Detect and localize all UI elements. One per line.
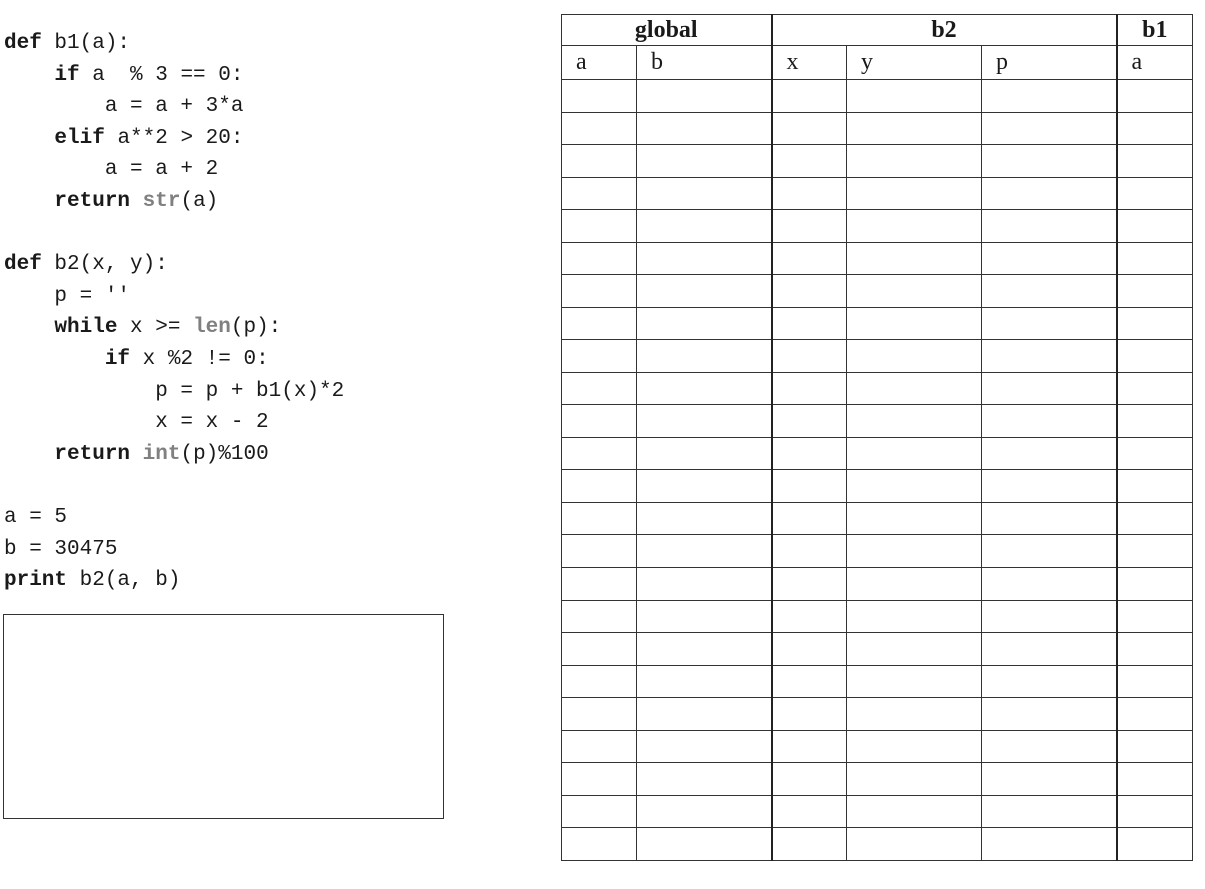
trace-cell bbox=[772, 470, 847, 503]
code-line bbox=[4, 218, 524, 250]
trace-cell bbox=[1117, 470, 1193, 503]
trace-cell bbox=[637, 145, 772, 178]
code-text: a = 5 bbox=[4, 505, 68, 529]
trace-cell bbox=[982, 763, 1117, 796]
trace-cell bbox=[562, 275, 637, 308]
code-line bbox=[4, 123, 524, 155]
code-text bbox=[4, 443, 54, 466]
trace-cell bbox=[562, 372, 637, 405]
trace-cell bbox=[772, 795, 847, 828]
trace-cell bbox=[982, 665, 1117, 698]
code-text: b2(x, y): bbox=[41, 253, 168, 277]
code-line bbox=[4, 154, 524, 186]
code-line bbox=[4, 28, 524, 60]
trace-cell bbox=[562, 502, 637, 535]
column-header-global-b: b bbox=[637, 46, 772, 80]
code-text: b2(a, b) bbox=[67, 569, 181, 593]
trace-cell bbox=[847, 80, 982, 113]
trace-cell bbox=[637, 600, 772, 633]
trace-cell bbox=[637, 372, 772, 405]
code-line bbox=[4, 91, 524, 123]
trace-cell bbox=[847, 275, 982, 308]
trace-row bbox=[562, 567, 1193, 600]
trace-cell bbox=[772, 567, 847, 600]
trace-cell bbox=[847, 307, 982, 340]
code-text: b1(a): bbox=[41, 32, 131, 55]
trace-row bbox=[562, 80, 1193, 113]
code-keyword: if bbox=[54, 63, 80, 87]
trace-cell bbox=[1117, 210, 1193, 243]
trace-row bbox=[562, 633, 1193, 666]
trace-cell bbox=[1117, 340, 1193, 373]
trace-cell bbox=[562, 698, 637, 731]
code-line bbox=[4, 376, 524, 408]
trace-cell bbox=[772, 502, 847, 535]
code-line bbox=[4, 312, 524, 344]
trace-cell bbox=[1117, 242, 1193, 275]
code-line bbox=[4, 470, 524, 502]
trace-cell bbox=[637, 177, 772, 210]
code-line bbox=[4, 281, 524, 313]
trace-cell bbox=[772, 275, 847, 308]
trace-cell bbox=[847, 600, 982, 633]
trace-cell bbox=[562, 828, 637, 861]
code-text bbox=[4, 348, 105, 371]
trace-cell bbox=[847, 177, 982, 210]
trace-table-body bbox=[562, 80, 1193, 861]
trace-cell bbox=[982, 698, 1117, 731]
trace-cell bbox=[637, 828, 772, 861]
trace-cell bbox=[772, 177, 847, 210]
trace-cell bbox=[982, 145, 1117, 178]
code-text bbox=[4, 127, 54, 150]
trace-cell bbox=[847, 698, 982, 731]
code-text bbox=[130, 190, 143, 213]
code-text: (p)%100 bbox=[180, 442, 269, 466]
trace-row bbox=[562, 307, 1193, 340]
trace-cell bbox=[1117, 177, 1193, 210]
trace-cell bbox=[982, 275, 1117, 308]
trace-cell bbox=[637, 470, 772, 503]
trace-cell bbox=[772, 633, 847, 666]
trace-cell bbox=[562, 763, 637, 796]
trace-cell bbox=[1117, 307, 1193, 340]
group-header-b1: b1 bbox=[1117, 15, 1193, 46]
trace-cell bbox=[982, 633, 1117, 666]
code-line bbox=[4, 439, 524, 471]
trace-cell bbox=[637, 340, 772, 373]
trace-cell bbox=[772, 437, 847, 470]
trace-row bbox=[562, 145, 1193, 178]
trace-row bbox=[562, 470, 1193, 503]
trace-cell bbox=[982, 307, 1117, 340]
trace-cell bbox=[1117, 145, 1193, 178]
trace-cell bbox=[772, 600, 847, 633]
column-header-b1-a: a bbox=[1117, 46, 1193, 80]
code-line bbox=[4, 407, 524, 439]
trace-row bbox=[562, 437, 1193, 470]
trace-cell bbox=[772, 80, 847, 113]
trace-cell bbox=[982, 567, 1117, 600]
trace-cell bbox=[982, 112, 1117, 145]
trace-row bbox=[562, 535, 1193, 568]
trace-row bbox=[562, 275, 1193, 308]
code-text: x >= bbox=[117, 316, 194, 340]
trace-cell bbox=[982, 437, 1117, 470]
trace-cell bbox=[847, 372, 982, 405]
trace-row bbox=[562, 698, 1193, 731]
trace-cell bbox=[1117, 763, 1193, 796]
trace-cell bbox=[1117, 828, 1193, 861]
trace-cell bbox=[562, 470, 637, 503]
trace-row bbox=[562, 600, 1193, 633]
trace-cell bbox=[847, 763, 982, 796]
trace-cell bbox=[982, 470, 1117, 503]
code-line bbox=[4, 534, 524, 566]
trace-row bbox=[562, 665, 1193, 698]
trace-cell bbox=[562, 795, 637, 828]
trace-cell bbox=[982, 372, 1117, 405]
trace-cell bbox=[772, 340, 847, 373]
code-builtin: str bbox=[142, 189, 181, 213]
trace-cell bbox=[847, 535, 982, 568]
code-line bbox=[4, 565, 524, 597]
trace-table bbox=[561, 14, 1192, 861]
trace-cell bbox=[1117, 730, 1193, 763]
code-text: a % 3 == 0: bbox=[79, 63, 244, 87]
trace-cell bbox=[1117, 112, 1193, 145]
trace-cell bbox=[982, 242, 1117, 275]
trace-cell bbox=[562, 600, 637, 633]
trace-cell bbox=[637, 633, 772, 666]
trace-cell bbox=[847, 112, 982, 145]
trace-cell bbox=[637, 730, 772, 763]
trace-cell bbox=[562, 242, 637, 275]
trace-cell bbox=[772, 242, 847, 275]
code-text bbox=[4, 64, 54, 87]
trace-cell bbox=[982, 177, 1117, 210]
trace-cell bbox=[637, 698, 772, 731]
trace-cell bbox=[847, 405, 982, 438]
code-builtin: int bbox=[142, 442, 181, 466]
trace-cell bbox=[772, 210, 847, 243]
column-header-b2-y: y bbox=[847, 46, 982, 80]
trace-cell bbox=[847, 470, 982, 503]
trace-cell bbox=[562, 80, 637, 113]
trace-cell bbox=[772, 763, 847, 796]
code-text bbox=[4, 190, 54, 213]
trace-row bbox=[562, 828, 1193, 861]
trace-cell bbox=[982, 502, 1117, 535]
trace-cell bbox=[637, 763, 772, 796]
code-text: (p): bbox=[230, 316, 282, 340]
trace-cell bbox=[847, 795, 982, 828]
trace-cell bbox=[562, 567, 637, 600]
trace-row bbox=[562, 405, 1193, 438]
group-header-b2: b2 bbox=[772, 15, 1117, 46]
code-line bbox=[4, 186, 524, 218]
group-header-row bbox=[562, 15, 1193, 46]
trace-cell bbox=[562, 437, 637, 470]
code-line bbox=[4, 249, 524, 281]
column-header-b2-x: x bbox=[772, 46, 847, 80]
trace-cell bbox=[1117, 795, 1193, 828]
trace-cell bbox=[1117, 80, 1193, 113]
trace-cell bbox=[772, 112, 847, 145]
trace-cell bbox=[1117, 437, 1193, 470]
trace-cell bbox=[772, 405, 847, 438]
code-text bbox=[130, 443, 143, 466]
code-line bbox=[4, 502, 524, 534]
trace-cell bbox=[1117, 698, 1193, 731]
trace-cell bbox=[1117, 275, 1193, 308]
trace-cell bbox=[847, 633, 982, 666]
trace-cell bbox=[772, 372, 847, 405]
code-keyword: if bbox=[104, 347, 131, 371]
trace-cell bbox=[1117, 633, 1193, 666]
trace-cell bbox=[772, 535, 847, 568]
trace-cell bbox=[847, 210, 982, 243]
code-text: p = '' bbox=[4, 284, 131, 308]
code-keyword: def bbox=[4, 32, 42, 55]
trace-cell bbox=[637, 275, 772, 308]
trace-cell bbox=[562, 340, 637, 373]
trace-cell bbox=[982, 80, 1117, 113]
code-keyword: def bbox=[4, 253, 42, 277]
trace-cell bbox=[772, 145, 847, 178]
code-keyword: elif bbox=[54, 126, 105, 150]
trace-cell bbox=[847, 502, 982, 535]
code-keyword: print bbox=[4, 569, 68, 593]
trace-row bbox=[562, 502, 1193, 535]
trace-row bbox=[562, 763, 1193, 796]
trace-cell bbox=[562, 145, 637, 178]
group-header-global: global bbox=[562, 15, 772, 46]
trace-cell bbox=[562, 633, 637, 666]
code-text: a = a + 3*a bbox=[4, 95, 244, 119]
trace-cell bbox=[982, 340, 1117, 373]
trace-cell bbox=[1117, 665, 1193, 698]
trace-cell bbox=[637, 307, 772, 340]
trace-cell bbox=[562, 307, 637, 340]
trace-row bbox=[562, 242, 1193, 275]
code-keyword: return bbox=[54, 189, 131, 213]
trace-cell bbox=[637, 535, 772, 568]
code-text: b = 30475 bbox=[4, 537, 118, 561]
trace-cell bbox=[637, 210, 772, 243]
trace-cell bbox=[847, 145, 982, 178]
trace-cell bbox=[982, 600, 1117, 633]
trace-cell bbox=[637, 242, 772, 275]
trace-row bbox=[562, 372, 1193, 405]
code-line bbox=[4, 344, 524, 376]
trace-cell bbox=[982, 405, 1117, 438]
code-keyword: while bbox=[54, 316, 118, 340]
trace-row bbox=[562, 730, 1193, 763]
code-keyword: return bbox=[54, 442, 131, 466]
trace-cell bbox=[847, 242, 982, 275]
code-text: (a) bbox=[180, 189, 219, 213]
code-text bbox=[4, 316, 54, 339]
trace-cell bbox=[847, 340, 982, 373]
trace-row bbox=[562, 210, 1193, 243]
trace-cell bbox=[982, 730, 1117, 763]
trace-cell bbox=[772, 698, 847, 731]
trace-row bbox=[562, 112, 1193, 145]
trace-cell bbox=[982, 535, 1117, 568]
trace-cell bbox=[982, 795, 1117, 828]
trace-cell bbox=[562, 730, 637, 763]
trace-cell bbox=[772, 307, 847, 340]
code-text: x = x - 2 bbox=[4, 411, 269, 435]
trace-row bbox=[562, 340, 1193, 373]
code-text: a = a + 2 bbox=[4, 158, 219, 182]
trace-cell bbox=[637, 502, 772, 535]
trace-cell bbox=[637, 112, 772, 145]
trace-cell bbox=[772, 828, 847, 861]
trace-cell bbox=[847, 665, 982, 698]
trace-cell bbox=[772, 665, 847, 698]
code-builtin: len bbox=[193, 316, 231, 340]
trace-cell bbox=[637, 665, 772, 698]
trace-cell bbox=[847, 437, 982, 470]
trace-row bbox=[562, 177, 1193, 210]
code-listing bbox=[4, 28, 524, 597]
trace-row bbox=[562, 795, 1193, 828]
trace-table-grid bbox=[561, 14, 1193, 861]
trace-cell bbox=[1117, 535, 1193, 568]
code-text: x %2 != 0: bbox=[130, 347, 269, 371]
code-line bbox=[4, 60, 524, 92]
code-text: p = p + b1(x)*2 bbox=[4, 379, 345, 403]
trace-cell bbox=[847, 828, 982, 861]
trace-cell bbox=[847, 730, 982, 763]
trace-cell bbox=[1117, 502, 1193, 535]
trace-cell bbox=[562, 112, 637, 145]
trace-cell bbox=[982, 210, 1117, 243]
column-header-row bbox=[562, 46, 1193, 80]
column-header-b2-p: p bbox=[982, 46, 1117, 80]
code-text: a**2 > 20: bbox=[104, 126, 244, 150]
trace-cell bbox=[1117, 567, 1193, 600]
answer-box bbox=[3, 614, 444, 819]
trace-cell bbox=[772, 730, 847, 763]
trace-cell bbox=[637, 80, 772, 113]
trace-cell bbox=[1117, 405, 1193, 438]
trace-cell bbox=[982, 828, 1117, 861]
trace-cell bbox=[562, 535, 637, 568]
trace-cell bbox=[562, 177, 637, 210]
trace-cell bbox=[1117, 372, 1193, 405]
trace-cell bbox=[562, 210, 637, 243]
column-header-global-a: a bbox=[562, 46, 637, 80]
trace-cell bbox=[637, 437, 772, 470]
trace-cell bbox=[637, 405, 772, 438]
trace-cell bbox=[1117, 600, 1193, 633]
trace-cell bbox=[847, 567, 982, 600]
trace-cell bbox=[637, 795, 772, 828]
trace-cell bbox=[562, 405, 637, 438]
trace-cell bbox=[637, 567, 772, 600]
trace-cell bbox=[562, 665, 637, 698]
